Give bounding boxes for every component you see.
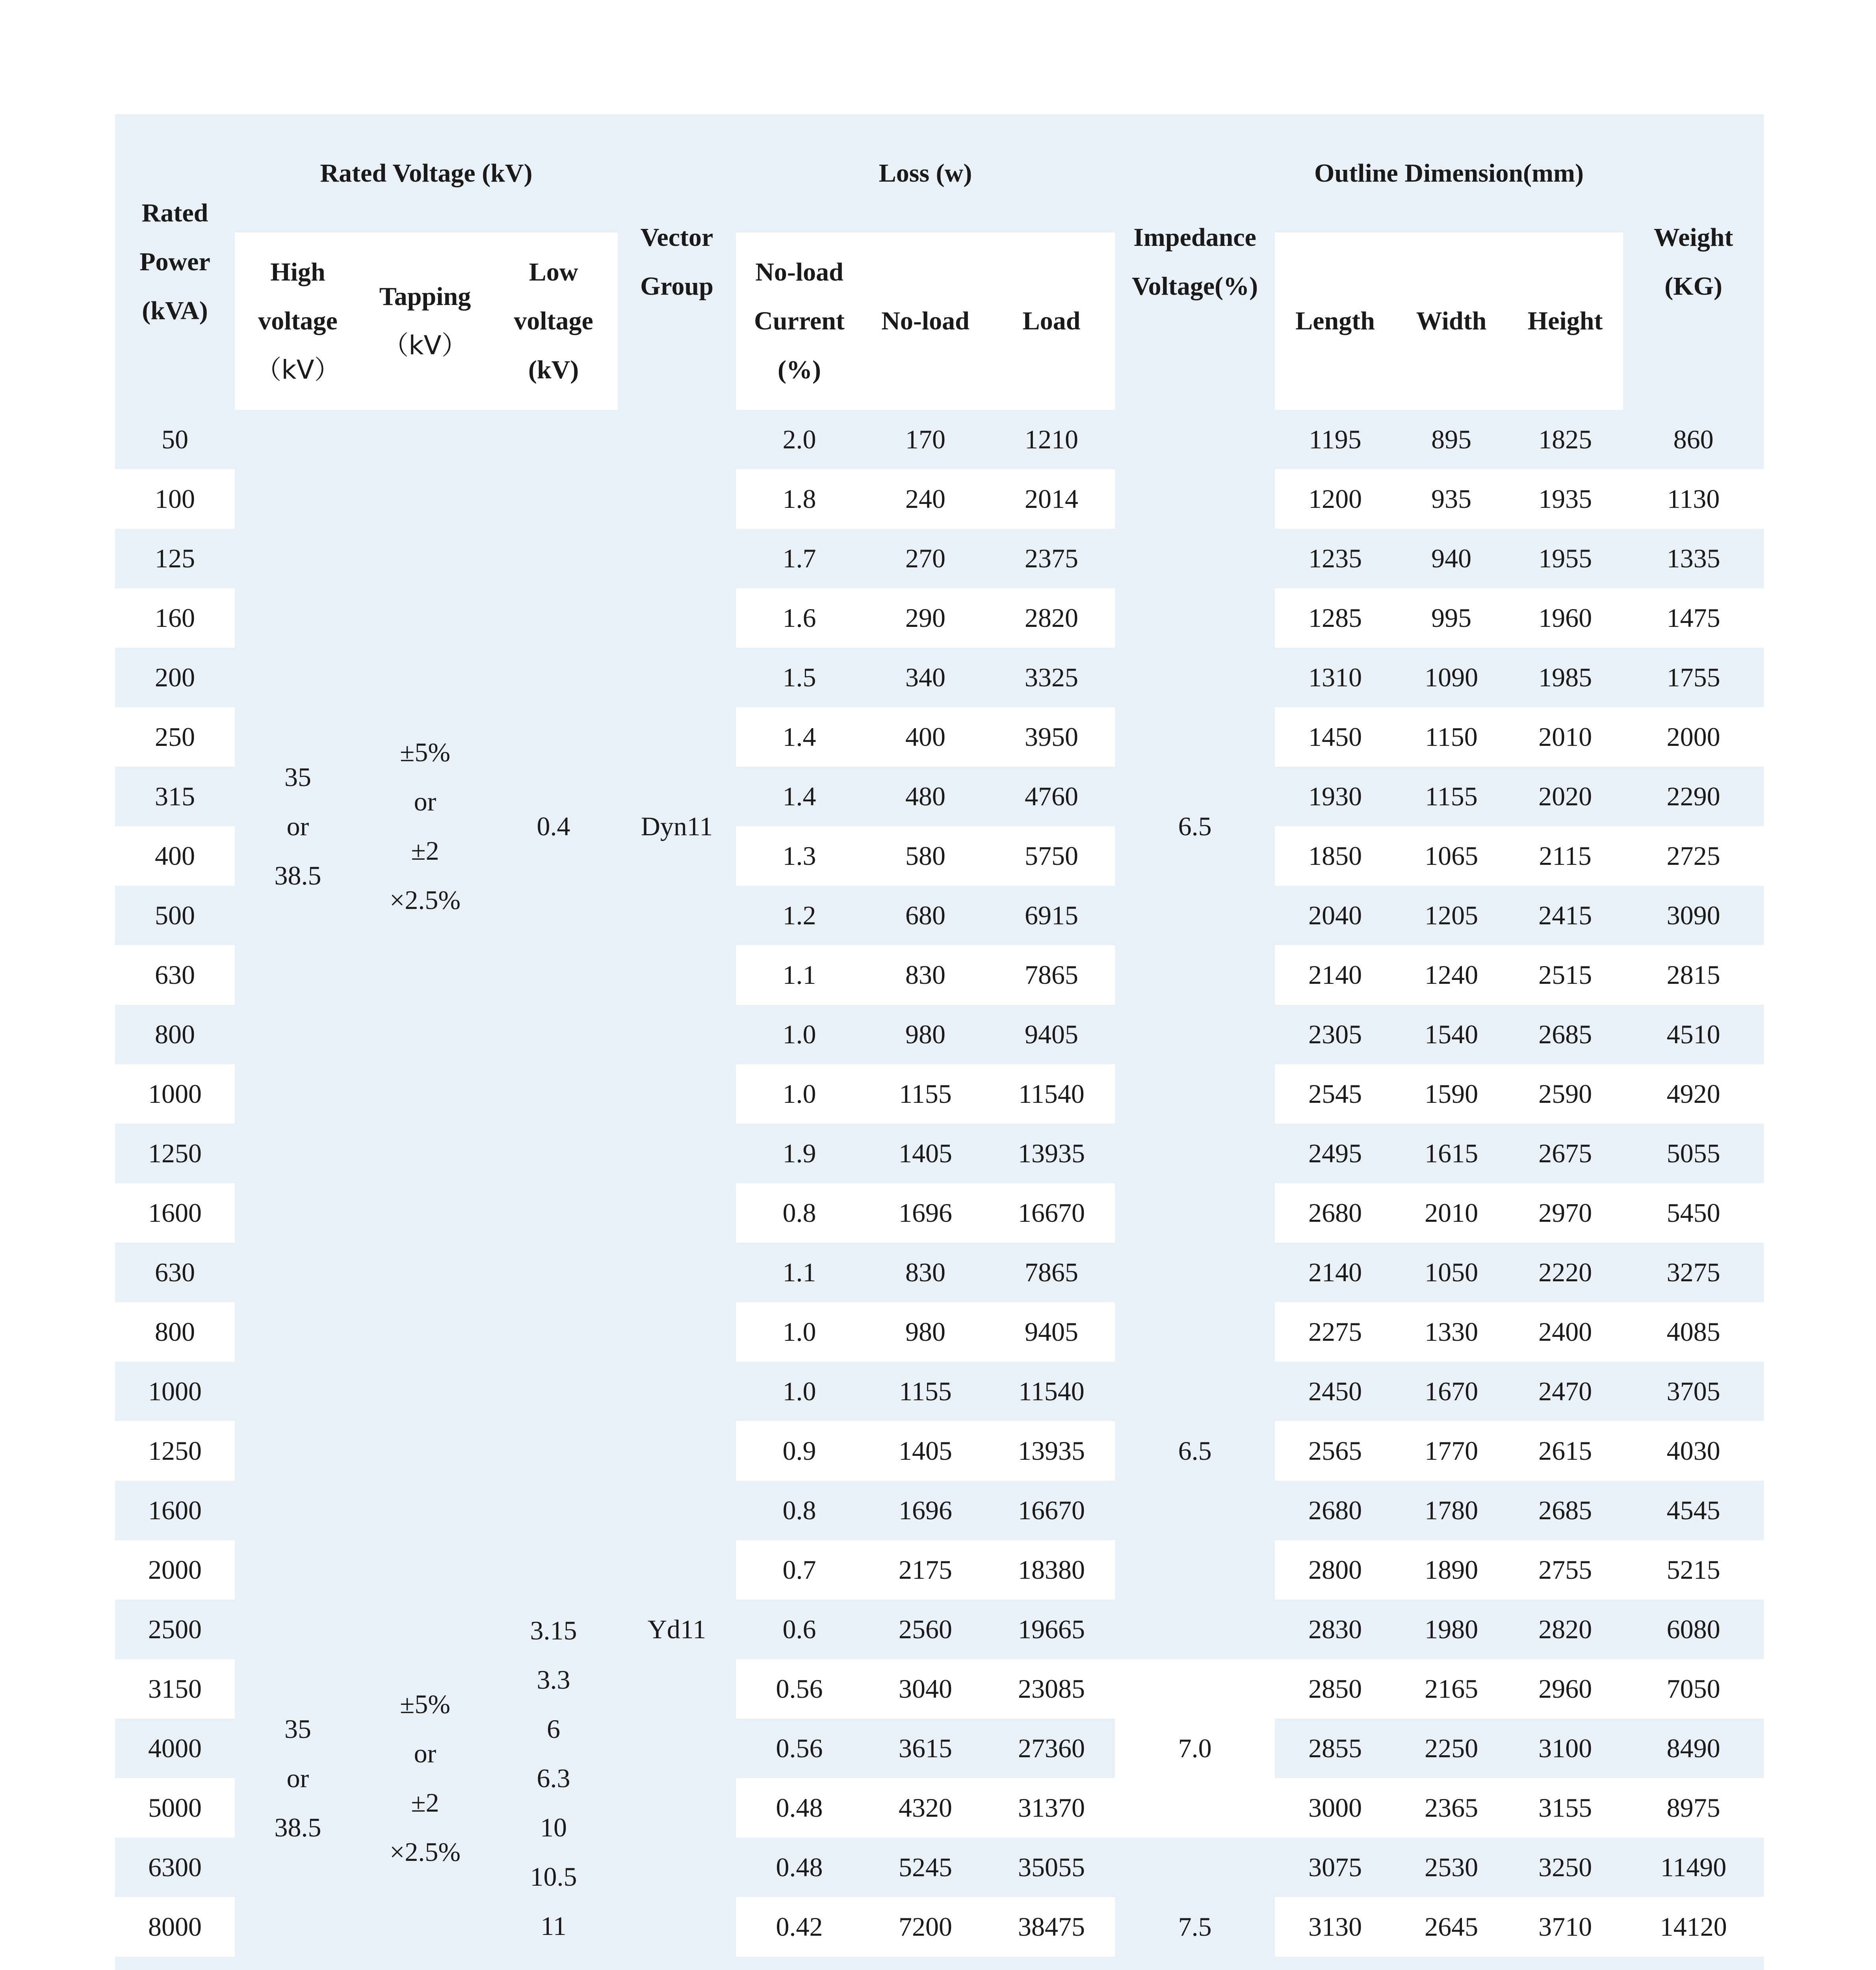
cell-rated-power: 2500 xyxy=(115,1600,235,1659)
cell-no-load-current: 1.1 xyxy=(736,945,863,1005)
cell-height: 2415 xyxy=(1507,886,1623,945)
cell-width: 1770 xyxy=(1395,1421,1507,1481)
cell-no-load-current: 0.6 xyxy=(736,1600,863,1659)
header-low-voltage: Low voltage (kV) xyxy=(489,232,618,410)
cell-load-loss: 13935 xyxy=(988,1124,1115,1183)
cell-load-loss: 3325 xyxy=(988,648,1115,707)
cell-rated-power: 3150 xyxy=(115,1659,235,1719)
cell-no-load-loss: 680 xyxy=(863,886,988,945)
cell-no-load-loss: 1696 xyxy=(863,1183,988,1243)
cell-length: 2830 xyxy=(1275,1600,1395,1659)
cell-weight: 4085 xyxy=(1623,1302,1764,1362)
cell-no-load-loss: 830 xyxy=(863,1243,988,1302)
cell-width: 1615 xyxy=(1395,1124,1507,1183)
cell-length: 2450 xyxy=(1275,1362,1395,1421)
cell-no-load-current: 1.0 xyxy=(736,1005,863,1064)
cell-tapping xyxy=(361,1243,489,1970)
cell-no-load-current: 1.5 xyxy=(736,648,863,707)
header-rated-power: Rated Power (kVA) xyxy=(115,114,235,410)
cell-height: 2685 xyxy=(1507,1481,1623,1540)
cell-load-loss: 1210 xyxy=(988,410,1115,469)
cell-length: 1195 xyxy=(1275,410,1395,469)
cell-length: 2140 xyxy=(1275,945,1395,1005)
cell-width: 935 xyxy=(1395,469,1507,529)
cell-height: 3250 xyxy=(1507,1838,1623,1897)
cell-weight: 3705 xyxy=(1623,1362,1764,1421)
cell-height: 2820 xyxy=(1507,1600,1623,1659)
header-width: Width xyxy=(1395,232,1507,410)
cell-weight: 4510 xyxy=(1623,1005,1764,1064)
cell-no-load-loss: 240 xyxy=(863,469,988,529)
cell-length: 1285 xyxy=(1275,588,1395,648)
cell-width: 995 xyxy=(1395,588,1507,648)
cell-load-loss: 11540 xyxy=(988,1064,1115,1124)
cell-load-loss: 31370 xyxy=(988,1778,1115,1838)
cell-low-voltage-line: 6.3 xyxy=(537,1763,570,1793)
cell-no-load-current: 0.42 xyxy=(736,1897,863,1957)
cell-no-load-loss: 7200 xyxy=(863,1897,988,1957)
cell-no-load-loss: 2560 xyxy=(863,1600,988,1659)
cell-height: 3155 xyxy=(1507,1778,1623,1838)
cell-high-voltage-line: or xyxy=(286,811,309,841)
cell-height: 2675 xyxy=(1507,1124,1623,1183)
cell-width: 1330 xyxy=(1395,1302,1507,1362)
cell-no-load-current: 0.7 xyxy=(736,1540,863,1600)
cell-no-load-current: 1.8 xyxy=(736,469,863,529)
cell-length: 1200 xyxy=(1275,469,1395,529)
cell-no-load-current: 1.2 xyxy=(736,886,863,945)
cell-no-load-loss: 480 xyxy=(863,767,988,826)
cell-load-loss: 7865 xyxy=(988,1243,1115,1302)
cell-rated-power: 800 xyxy=(115,1005,235,1064)
table-body xyxy=(115,410,1764,1970)
cell-width: 1670 xyxy=(1395,1362,1507,1421)
cell-width: 2250 xyxy=(1395,1719,1507,1778)
cell-height: 3100 xyxy=(1507,1719,1623,1778)
cell-load-loss: 27360 xyxy=(988,1719,1115,1778)
cell-width: 940 xyxy=(1395,529,1507,588)
cell-no-load-loss: 3615 xyxy=(863,1719,988,1778)
cell-height: 2470 xyxy=(1507,1362,1623,1421)
cell-width: 1240 xyxy=(1395,945,1507,1005)
cell-no-load-loss: 1155 xyxy=(863,1064,988,1124)
cell-no-load-loss: 1405 xyxy=(863,1124,988,1183)
cell-weight: 4920 xyxy=(1623,1064,1764,1124)
cell-low-voltage-line: 10.5 xyxy=(530,1861,577,1892)
cell-width: 2530 xyxy=(1395,1838,1507,1897)
cell-weight: 5215 xyxy=(1623,1540,1764,1600)
header-weight: Weight (KG) xyxy=(1623,114,1764,410)
cell-height: 2960 xyxy=(1507,1659,1623,1719)
cell-no-load-loss xyxy=(863,1957,988,1970)
cell-no-load-current: 1.1 xyxy=(736,1243,863,1302)
cell-rated-power: 1250 xyxy=(115,1124,235,1183)
cell-length: 1930 xyxy=(1275,767,1395,826)
cell-low-voltage xyxy=(489,1243,618,1970)
cell-weight: 1130 xyxy=(1623,469,1764,529)
cell-height: 2010 xyxy=(1507,707,1623,767)
cell-rated-power: 1600 xyxy=(115,1183,235,1243)
cell-rated-power: 100 xyxy=(115,469,235,529)
cell-impedance: 6.5 xyxy=(1115,410,1275,1243)
cell-width: 1780 xyxy=(1395,1481,1507,1540)
cell-no-load-current: 1.3 xyxy=(736,826,863,886)
cell-weight: 8490 xyxy=(1623,1719,1764,1778)
cell-no-load-current: 0.8 xyxy=(736,1481,863,1540)
cell-height: 2220 xyxy=(1507,1243,1623,1302)
cell-no-load-loss: 5245 xyxy=(863,1838,988,1897)
cell-length: 2855 xyxy=(1275,1719,1395,1778)
cell-no-load-loss: 170 xyxy=(863,410,988,469)
cell-low-voltage-line: 6 xyxy=(547,1714,561,1744)
cell-no-load-loss: 1405 xyxy=(863,1421,988,1481)
cell-rated-power: 630 xyxy=(115,1243,235,1302)
cell-length: 2305 xyxy=(1275,1005,1395,1064)
cell-height: 2515 xyxy=(1507,945,1623,1005)
cell-load-loss: 2820 xyxy=(988,588,1115,648)
cell-no-load-loss: 290 xyxy=(863,588,988,648)
cell-height: 2115 xyxy=(1507,826,1623,886)
cell-no-load-current: 1.4 xyxy=(736,767,863,826)
cell-rated-power: 8000 xyxy=(115,1897,235,1957)
cell-rated-power: 5000 xyxy=(115,1778,235,1838)
cell-no-load-current: 2.0 xyxy=(736,410,863,469)
cell-length: 2040 xyxy=(1275,886,1395,945)
cell-length: 3130 xyxy=(1275,1897,1395,1957)
cell-rated-power: 50 xyxy=(115,410,235,469)
cell-height: 1985 xyxy=(1507,648,1623,707)
cell-height: 1935 xyxy=(1507,469,1623,529)
header-vector-group: Vector Group xyxy=(618,114,736,410)
cell-weight xyxy=(1623,1957,1764,1970)
cell-length: 2800 xyxy=(1275,1540,1395,1600)
cell-height: 2590 xyxy=(1507,1064,1623,1124)
cell-width: 1155 xyxy=(1395,767,1507,826)
cell-length xyxy=(1275,1957,1395,1970)
cell-no-load-loss: 2175 xyxy=(863,1540,988,1600)
cell-width: 1540 xyxy=(1395,1005,1507,1064)
cell-length: 2495 xyxy=(1275,1124,1395,1183)
cell-rated-power: 315 xyxy=(115,767,235,826)
cell-load-loss: 38475 xyxy=(988,1897,1115,1957)
cell-no-load-loss: 980 xyxy=(863,1302,988,1362)
cell-load-loss: 9405 xyxy=(988,1005,1115,1064)
cell-load-loss: 2014 xyxy=(988,469,1115,529)
cell-height: 2970 xyxy=(1507,1183,1623,1243)
cell-load-loss: 13935 xyxy=(988,1421,1115,1481)
cell-no-load-current: 0.48 xyxy=(736,1778,863,1838)
cell-no-load-loss: 3040 xyxy=(863,1659,988,1719)
cell-width: 1590 xyxy=(1395,1064,1507,1124)
cell-tapping-line: ×2.5% xyxy=(390,885,461,915)
cell-high-voltage-line: or xyxy=(286,1763,309,1793)
cell-no-load-loss: 980 xyxy=(863,1005,988,1064)
cell-width xyxy=(1395,1957,1507,1970)
header-no-load: No-load xyxy=(863,232,988,410)
cell-high-voltage-line: 35 xyxy=(284,762,311,792)
cell-tapping-line: ±2 xyxy=(411,1788,439,1818)
cell-weight: 1755 xyxy=(1623,648,1764,707)
cell-length: 2680 xyxy=(1275,1183,1395,1243)
cell-rated-power: 200 xyxy=(115,648,235,707)
cell-weight: 8975 xyxy=(1623,1778,1764,1838)
cell-load-loss: 3950 xyxy=(988,707,1115,767)
cell-length: 1850 xyxy=(1275,826,1395,886)
cell-no-load-current: 1.7 xyxy=(736,529,863,588)
cell-high-voltage-line: 35 xyxy=(284,1714,311,1744)
cell-no-load-current: 0.8 xyxy=(736,1183,863,1243)
cell-tapping-line: or xyxy=(414,1738,436,1768)
cell-no-load-loss: 4320 xyxy=(863,1778,988,1838)
cell-no-load-loss: 340 xyxy=(863,648,988,707)
cell-weight: 2815 xyxy=(1623,945,1764,1005)
cell-rated-power: 2000 xyxy=(115,1540,235,1600)
cell-weight: 4545 xyxy=(1623,1481,1764,1540)
cell-length: 2275 xyxy=(1275,1302,1395,1362)
cell-weight: 3090 xyxy=(1623,886,1764,945)
header-high-voltage: High voltage （kV） xyxy=(235,232,361,410)
cell-weight: 11490 xyxy=(1623,1838,1764,1897)
cell-length: 3000 xyxy=(1275,1778,1395,1838)
cell-rated-power: 250 xyxy=(115,707,235,767)
cell-load-loss: 19665 xyxy=(988,1600,1115,1659)
cell-rated-power: 6300 xyxy=(115,1838,235,1897)
cell-height: 2615 xyxy=(1507,1421,1623,1481)
cell-load-loss: 9405 xyxy=(988,1302,1115,1362)
header-no-load-current: No-load Current (%) xyxy=(736,232,863,410)
cell-width: 895 xyxy=(1395,410,1507,469)
cell-height: 2020 xyxy=(1507,767,1623,826)
cell-rated-power: 4000 xyxy=(115,1719,235,1778)
cell-weight: 4030 xyxy=(1623,1421,1764,1481)
cell-length: 2545 xyxy=(1275,1064,1395,1124)
cell-impedance: 7.0 xyxy=(1115,1659,1275,1838)
cell-weight: 2000 xyxy=(1623,707,1764,767)
cell-no-load-current: 0.56 xyxy=(736,1659,863,1719)
cell-width: 2165 xyxy=(1395,1659,1507,1719)
cell-rated-power: 400 xyxy=(115,826,235,886)
cell-load-loss xyxy=(988,1957,1115,1970)
cell-weight: 6080 xyxy=(1623,1600,1764,1659)
cell-height: 1825 xyxy=(1507,410,1623,469)
cell-high-voltage-line: 38.5 xyxy=(274,1812,321,1842)
cell-weight: 3275 xyxy=(1623,1243,1764,1302)
cell-tapping-line: ±5% xyxy=(400,1689,450,1719)
cell-impedance: 7.5 xyxy=(1115,1838,1275,1970)
cell-no-load-current: 1.0 xyxy=(736,1362,863,1421)
cell-height: 2685 xyxy=(1507,1005,1623,1064)
cell-width: 2645 xyxy=(1395,1897,1507,1957)
cell-length: 2680 xyxy=(1275,1481,1395,1540)
cell-load-loss: 4760 xyxy=(988,767,1115,826)
cell-load-loss: 23085 xyxy=(988,1659,1115,1719)
cell-vector-group: Dyn11 xyxy=(618,410,736,1243)
cell-load-loss: 6915 xyxy=(988,886,1115,945)
cell-rated-power: 1250 xyxy=(115,1421,235,1481)
cell-width: 1205 xyxy=(1395,886,1507,945)
cell-load-loss: 11540 xyxy=(988,1362,1115,1421)
cell-no-load-loss: 580 xyxy=(863,826,988,886)
cell-load-loss: 35055 xyxy=(988,1838,1115,1897)
cell-height: 3710 xyxy=(1507,1897,1623,1957)
header-length: Length xyxy=(1275,232,1395,410)
transformer-spec-table xyxy=(115,114,1764,1970)
cell-load-loss: 7865 xyxy=(988,945,1115,1005)
cell-tapping-line: or xyxy=(414,786,436,816)
cell-high-voltage-line: 38.5 xyxy=(274,860,321,890)
cell-length: 1310 xyxy=(1275,648,1395,707)
cell-no-load-current: 0.56 xyxy=(736,1719,863,1778)
cell-no-load-loss: 830 xyxy=(863,945,988,1005)
cell-no-load-loss: 1696 xyxy=(863,1481,988,1540)
table-row xyxy=(115,410,1764,469)
cell-tapping xyxy=(361,410,489,1243)
cell-weight: 1335 xyxy=(1623,529,1764,588)
cell-no-load-current: 0.48 xyxy=(736,1838,863,1897)
header-tapping: Tapping （kV） xyxy=(361,232,489,410)
cell-tapping-line: ±5% xyxy=(400,737,450,767)
cell-load-loss: 16670 xyxy=(988,1481,1115,1540)
cell-tapping-line: ±2 xyxy=(411,836,439,866)
cell-high-voltage xyxy=(235,1243,361,1970)
cell-high-voltage xyxy=(235,410,361,1243)
table-header xyxy=(115,114,1764,410)
cell-no-load-loss: 400 xyxy=(863,707,988,767)
header-rated-voltage: Rated Voltage (kV) xyxy=(235,114,618,232)
cell-length: 1450 xyxy=(1275,707,1395,767)
cell-no-load-current: 1.0 xyxy=(736,1302,863,1362)
cell-width: 1050 xyxy=(1395,1243,1507,1302)
cell-weight: 2290 xyxy=(1623,767,1764,826)
cell-low-voltage-line: 10 xyxy=(540,1812,567,1842)
cell-no-load-current: 1.4 xyxy=(736,707,863,767)
header-load: Load xyxy=(988,232,1115,410)
cell-rated-power: 125 xyxy=(115,529,235,588)
cell-width: 1890 xyxy=(1395,1540,1507,1600)
header-outline-dimension: Outline Dimension(mm) xyxy=(1275,114,1623,232)
cell-length: 2850 xyxy=(1275,1659,1395,1719)
cell-weight: 2725 xyxy=(1623,826,1764,886)
cell-no-load-current xyxy=(736,1957,863,1970)
cell-width: 1150 xyxy=(1395,707,1507,767)
cell-rated-power: 500 xyxy=(115,886,235,945)
cell-rated-power: 1000 xyxy=(115,1064,235,1124)
cell-rated-power: 1600 xyxy=(115,1481,235,1540)
cell-height: 2400 xyxy=(1507,1302,1623,1362)
cell-height: 1960 xyxy=(1507,588,1623,648)
cell-load-loss: 16670 xyxy=(988,1183,1115,1243)
cell-width: 1065 xyxy=(1395,826,1507,886)
cell-tapping-line: ×2.5% xyxy=(390,1837,461,1867)
cell-low-voltage: 0.4 xyxy=(489,410,618,1243)
cell-low-voltage-line: 11 xyxy=(541,1911,567,1941)
cell-rated-power: 1000 xyxy=(115,1362,235,1421)
cell-width: 1980 xyxy=(1395,1600,1507,1659)
cell-rated-power xyxy=(115,1957,235,1970)
cell-weight: 5055 xyxy=(1623,1124,1764,1183)
header-loss: Loss (w) xyxy=(736,114,1115,232)
cell-length: 2565 xyxy=(1275,1421,1395,1481)
table-row xyxy=(115,1243,1764,1302)
cell-rated-power: 160 xyxy=(115,588,235,648)
cell-low-voltage-line: 3.15 xyxy=(530,1615,577,1645)
cell-no-load-current: 1.6 xyxy=(736,588,863,648)
header-impedance-voltage: Impedance Voltage(%) xyxy=(1115,114,1275,410)
cell-length: 3075 xyxy=(1275,1838,1395,1897)
cell-weight: 5450 xyxy=(1623,1183,1764,1243)
cell-height: 2755 xyxy=(1507,1540,1623,1600)
cell-height: 1955 xyxy=(1507,529,1623,588)
cell-weight: 860 xyxy=(1623,410,1764,469)
cell-rated-power: 630 xyxy=(115,945,235,1005)
cell-load-loss: 18380 xyxy=(988,1540,1115,1600)
cell-vector-group: Yd11 xyxy=(618,1243,736,1970)
cell-weight: 7050 xyxy=(1623,1659,1764,1719)
cell-weight: 1475 xyxy=(1623,588,1764,648)
cell-height xyxy=(1507,1957,1623,1970)
cell-no-load-current: 1.0 xyxy=(736,1064,863,1124)
header-height: Height xyxy=(1507,232,1623,410)
cell-length: 2140 xyxy=(1275,1243,1395,1302)
cell-load-loss: 5750 xyxy=(988,826,1115,886)
cell-load-loss: 2375 xyxy=(988,529,1115,588)
cell-rated-power: 800 xyxy=(115,1302,235,1362)
cell-impedance: 6.5 xyxy=(1115,1243,1275,1659)
cell-length: 1235 xyxy=(1275,529,1395,588)
cell-no-load-current: 1.9 xyxy=(736,1124,863,1183)
cell-weight: 14120 xyxy=(1623,1897,1764,1957)
cell-no-load-loss: 270 xyxy=(863,529,988,588)
cell-low-voltage-line: 3.3 xyxy=(537,1664,570,1695)
cell-no-load-loss: 1155 xyxy=(863,1362,988,1421)
cell-width: 2010 xyxy=(1395,1183,1507,1243)
cell-no-load-current: 0.9 xyxy=(736,1421,863,1481)
cell-width: 2365 xyxy=(1395,1778,1507,1838)
cell-width: 1090 xyxy=(1395,648,1507,707)
